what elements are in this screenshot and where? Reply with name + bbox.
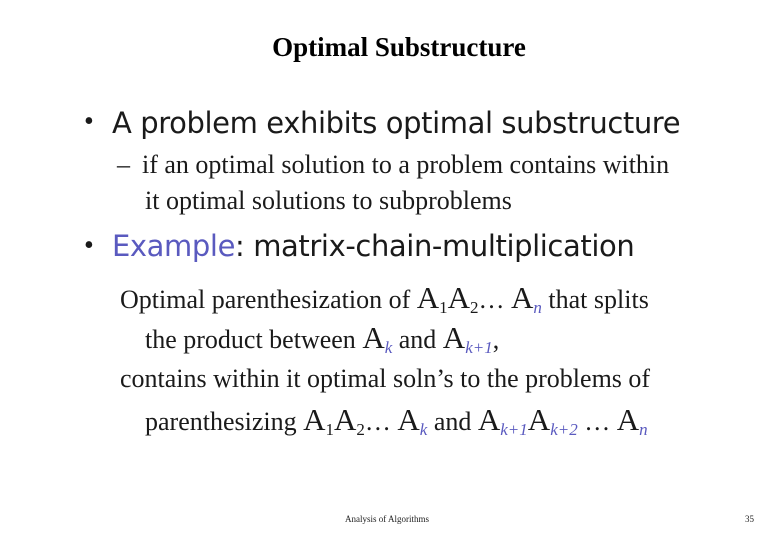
text-run: Optimal parenthesization of — [120, 285, 417, 314]
text-run: that splits — [541, 285, 649, 314]
ellipsis: … — [364, 407, 391, 436]
footer-course-title: Analysis of Algorithms — [345, 514, 430, 524]
matrix-symbol: A — [527, 402, 551, 437]
subscript-k: k — [419, 420, 428, 439]
matrix-symbol: A — [477, 402, 501, 437]
subscript-k-plus-1: k+1 — [465, 338, 493, 357]
example-topic: : matrix-chain-multiplication — [235, 229, 635, 263]
subscript-2: 2 — [356, 420, 365, 439]
matrix-symbol: A — [511, 280, 534, 315]
matrix-symbol: A — [362, 320, 385, 355]
sub-bullet-dash: – — [117, 150, 130, 179]
slide-title: Optimal Substructure — [272, 32, 526, 62]
matrix-symbol: A — [303, 402, 326, 437]
subscript-k-plus-2: k+2 — [550, 420, 578, 439]
text-run: the product between — [145, 325, 363, 354]
text-run: parenthesizing — [145, 407, 304, 436]
ellipsis: … — [478, 285, 505, 314]
sub-bullet-line-1 — [117, 150, 669, 180]
subscript-2: 2 — [470, 298, 479, 317]
bullet-2-text — [112, 229, 634, 263]
ellipsis: … — [584, 407, 611, 436]
matrix-symbol: A — [334, 402, 357, 437]
sub-bullet-text-2: it optimal solutions to subproblems — [145, 186, 512, 215]
matrix-symbol: A — [397, 402, 420, 437]
text-run: and — [392, 325, 443, 354]
subscript-k: k — [384, 338, 393, 357]
example-label: Example — [112, 229, 236, 263]
paragraph-1-line-1 — [120, 280, 649, 316]
matrix-symbol: A — [442, 320, 466, 355]
subscript-1: 1 — [325, 420, 334, 439]
text-run: and — [427, 407, 478, 436]
matrix-symbol: A — [616, 402, 640, 437]
bullet-1-text: A problem exhibits optimal substructure — [112, 106, 681, 140]
subscript-k-plus-1: k+1 — [500, 420, 528, 439]
sub-bullet-text-1: if an optimal solution to a problem contains within — [142, 150, 670, 179]
paragraph-2-line-1: contains within it optimal soln’s to the problems of — [120, 364, 651, 393]
bullet-dot: • — [84, 106, 94, 137]
subscript-n: n — [639, 420, 648, 439]
matrix-symbol: A — [416, 280, 440, 315]
bullet-dot: • — [84, 230, 94, 261]
matrix-symbol: A — [447, 280, 471, 315]
footer-page-number: 35 — [745, 514, 754, 524]
text-run: , — [492, 325, 500, 354]
paragraph-1-line-2 — [145, 320, 499, 356]
subscript-1: 1 — [439, 298, 448, 317]
paragraph-2-line-2 — [145, 402, 648, 438]
subscript-n: n — [533, 298, 542, 317]
